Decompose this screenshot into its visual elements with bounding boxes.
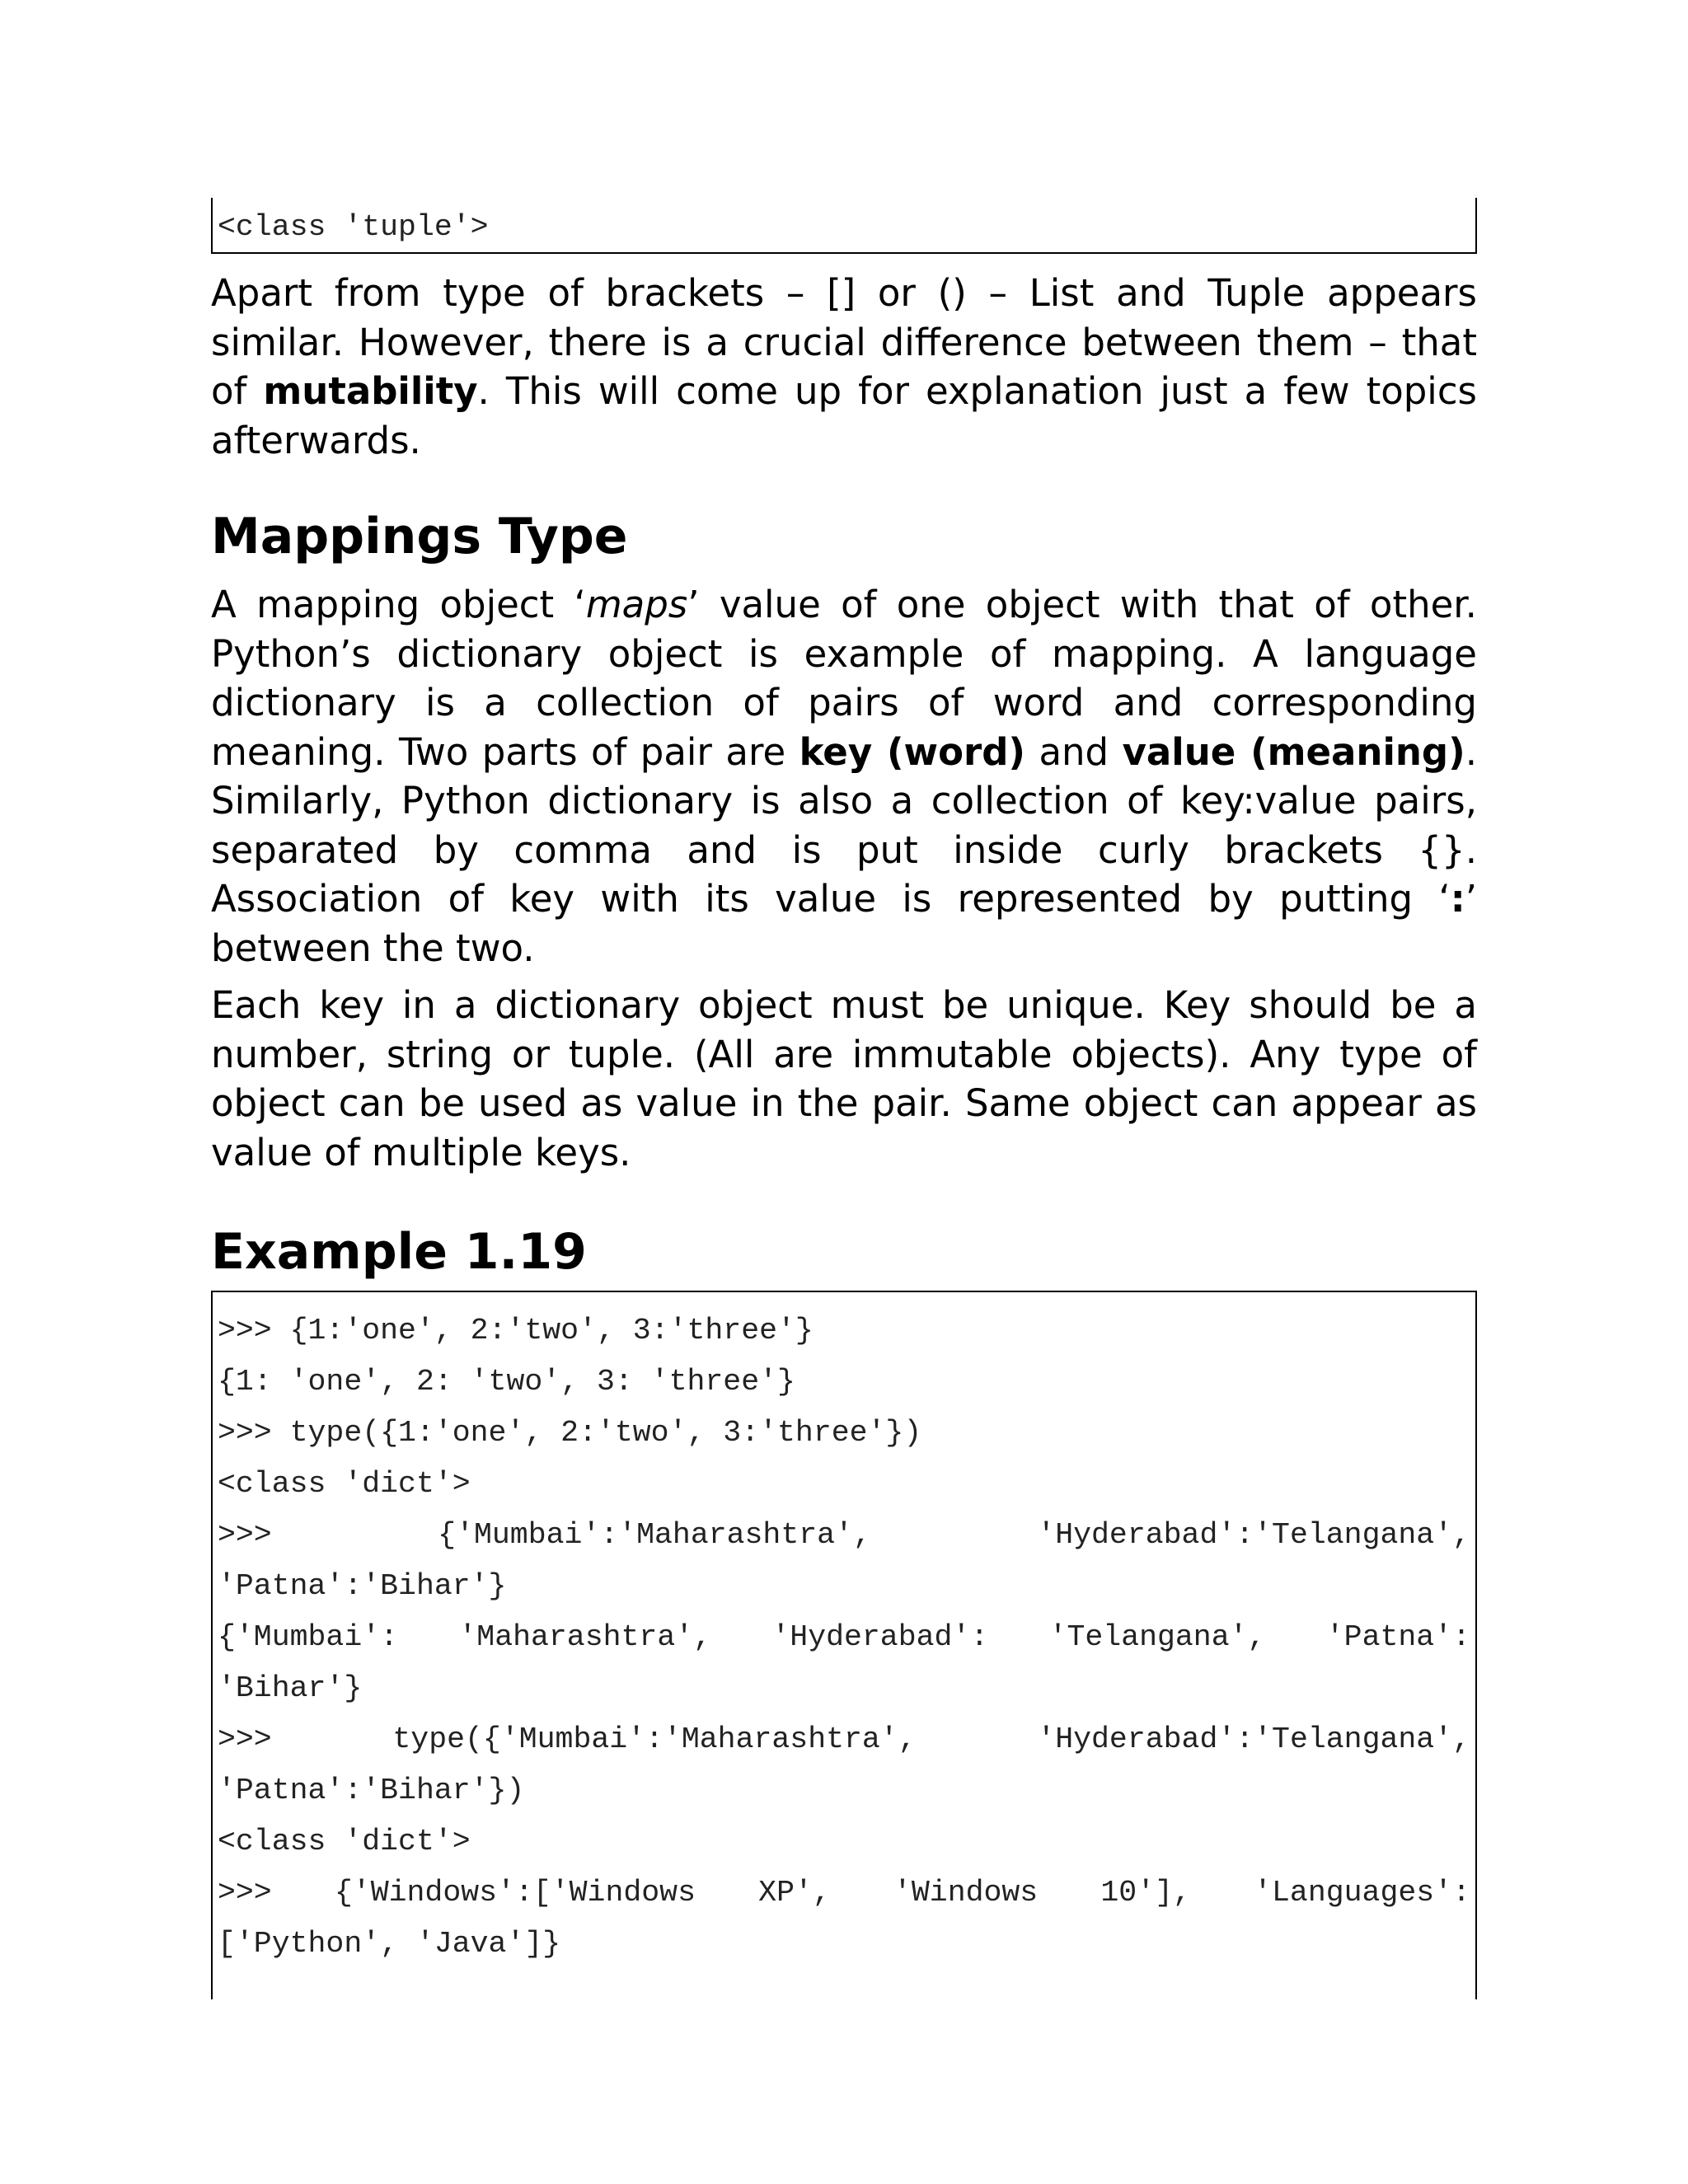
code-box-example [211, 1291, 1477, 1999]
code-line: >>> {1:'one', 2:'two', 3:'three'} [218, 1314, 814, 1347]
code-line: >>> {'Windows':['Windows XP', 'Windows 10'], 'Languages': [218, 1876, 1470, 1910]
code-line: <class 'tuple'> [218, 210, 489, 244]
example-heading: Example 1.19 [211, 1223, 587, 1281]
keys-paragraph: Each key in a dictionary object must be unique. Key should be a number, string or tuple. (All are immutable objects). Any type of object can be used as value in the pair. Same object can appear as value of multiple keys. [211, 983, 1477, 1174]
mappings-paragraph: A mapping object ‘maps’ value of one object with that of other. Python’s dictionary object is example of mapping. A language dictionary is a collection of pairs of word and corresponding meaning. Two parts of pair are key (word) and value (meaning). Similarly, Python dictionary is also a collection of key:value pairs, separated by comma and is put inside curly brackets {}. Association of key with its value is represented by putting ‘:’ between the two. [211, 583, 1477, 970]
bold-term-key: key (word) [799, 729, 1026, 774]
code-line: <class 'dict'> [218, 1467, 471, 1501]
code-line: 'Patna':'Bihar'}) [218, 1774, 525, 1807]
code-box-tuple-output [211, 198, 1477, 254]
bold-term-value: value (meaning) [1122, 729, 1465, 774]
code-line: >>> type({1:'one', 2:'two', 3:'three'}) [218, 1416, 922, 1450]
document-page [211, 198, 1477, 1999]
code-line: 'Bihar'} [218, 1671, 363, 1705]
intro-paragraph: Apart from type of brackets – [] or () – List and Tuple appears similar. However, there is a crucial difference between them – that of mutability. This will come up for explanation just a few topics afterwards. [211, 271, 1477, 462]
section-heading-mappings: Mappings Type [211, 508, 628, 565]
code-line: <class 'dict'> [218, 1825, 471, 1858]
code-line: >>> {'Mumbai':'Maharashtra', 'Hyderabad':'Telangana', [218, 1518, 1470, 1552]
italic-term-maps: maps [585, 583, 688, 626]
code-line: >>> type({'Mumbai':'Maharashtra', 'Hyderabad':'Telangana', [218, 1722, 1470, 1756]
code-line: ['Python', 'Java']} [218, 1927, 561, 1961]
code-line: {1: 'one', 2: 'two', 3: 'three'} [218, 1365, 795, 1399]
code-line: 'Patna':'Bihar'} [218, 1569, 507, 1603]
code-line: {'Mumbai': 'Maharashtra', 'Hyderabad': 'Telangana', 'Patna': [218, 1620, 1470, 1654]
bold-term-colon: : [1450, 877, 1465, 921]
bold-term-mutability: mutability [263, 369, 478, 413]
